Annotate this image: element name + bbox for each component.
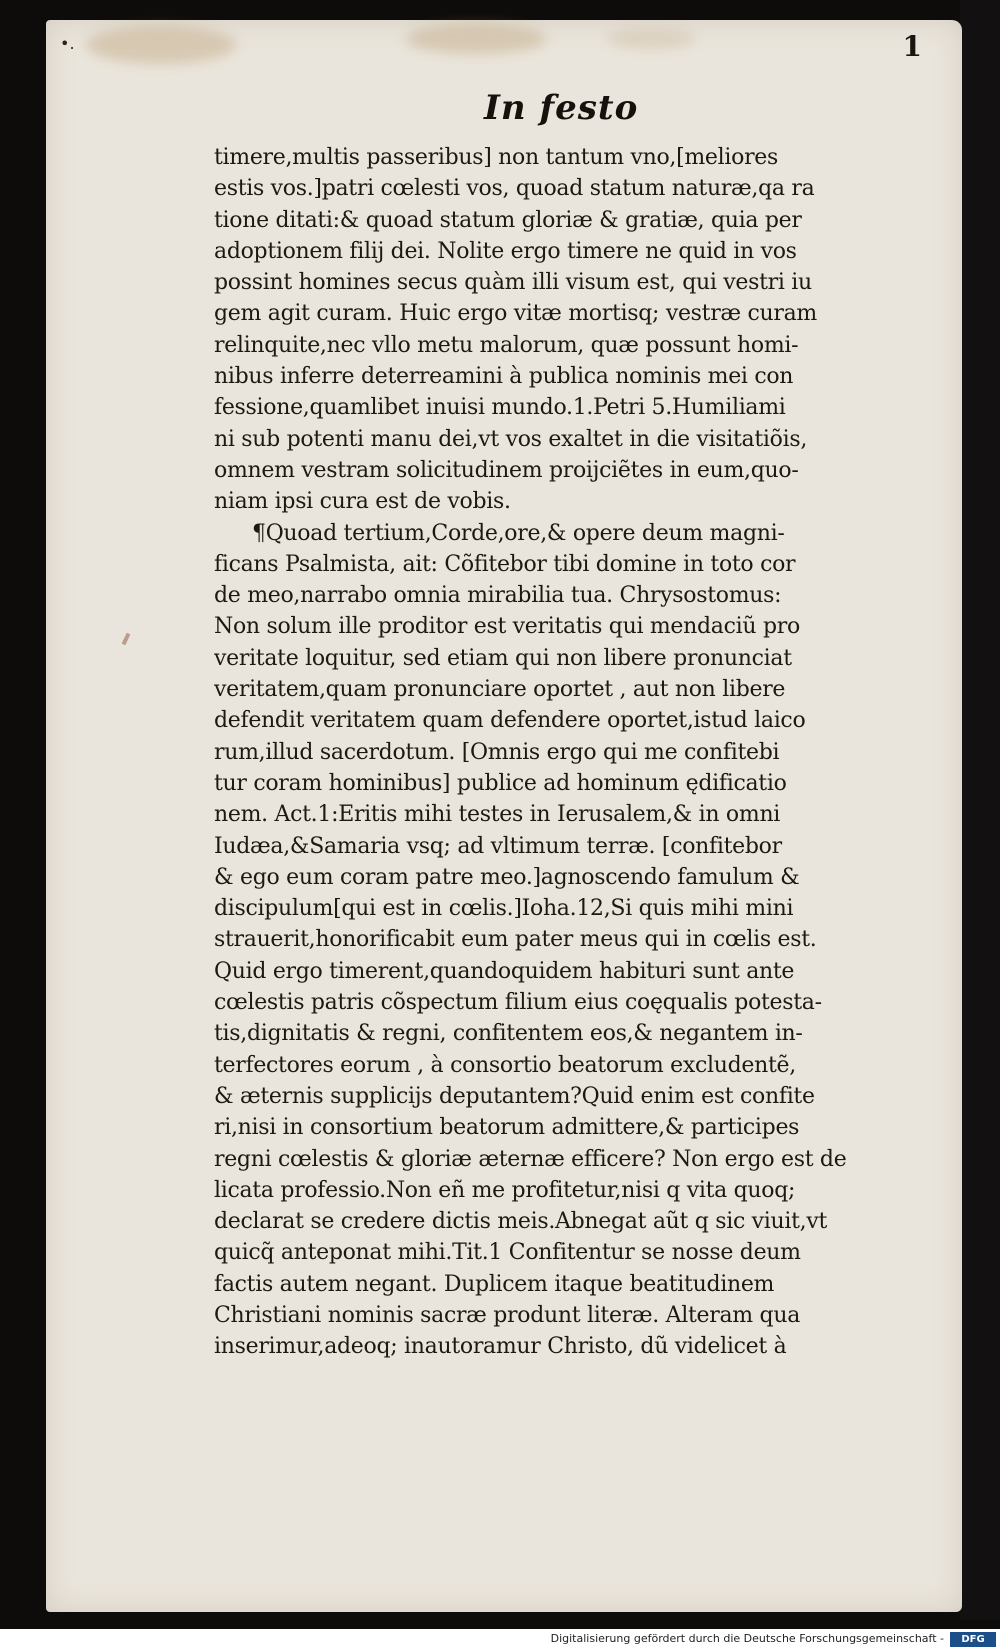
text-line: estis vos.]patri cœlesti vos, quoad statum naturæ,qa ra [214, 176, 815, 202]
text-line: adoptionem filij dei. Nolite ergo timere ne quid in vos [214, 238, 797, 264]
text-line: nibus inferre deterreamini à publica nominis mei con [214, 364, 794, 390]
text-line: & æternis supplicijs deputantem?Quid enim est confite [214, 1083, 815, 1109]
text-line: & ego eum coram patre meo.]agnoscendo famulum & [214, 864, 800, 890]
text-line: inserimur,adeoq; inautoramur Christo, dũ videlicet à [214, 1334, 787, 1360]
text-line: tione ditati:& quoad statum gloriæ & gratiæ, quia per [214, 207, 802, 233]
text-line: cœlestis patris cõspectum filium eius coęqualis potesta- [214, 990, 822, 1016]
text-line: Non solum ille proditor est veritatis qui mendaciũ pro [214, 614, 800, 640]
text-line: veritatem,quam pronunciare oportet , aut non libere [214, 677, 786, 703]
text-line: tis,dignitatis & regni, confitentem eos,& negantem in- [214, 1021, 803, 1047]
corner-mark: •. [60, 34, 75, 53]
text-line: quicq̃ anteponat mihi.Tit.1 Confitentur se nosse deum [214, 1240, 801, 1266]
text-line: factis autem negant. Duplicem itaque beatitudinem [214, 1271, 775, 1297]
text-line: nem. Act.1:Eritis mihi testes in Ierusalem,& in omni [214, 802, 781, 828]
text-line: strauerit,honorificabit eum pater meus qui in cœlis est. [214, 927, 817, 953]
text-line: Christiani nominis sacræ produnt literæ. Alteram qua [214, 1302, 801, 1328]
digitization-credit: Digitalisierung gefördert durch die Deutsche Forschungsgemeinschaft - [550, 1632, 944, 1645]
text-line: ni sub potenti manu dei,vt vos exaltet in die visitatiõis, [214, 426, 808, 452]
text-line: de meo,narrabo omnia mirabilia tua. Chrysostomus: [214, 583, 782, 609]
body-text [214, 142, 890, 1363]
text-line: veritate loquitur, sed etiam qui non libere pronunciat [214, 645, 792, 671]
text-line: Quid ergo timerent,quandoquidem habituri sunt ante [214, 958, 795, 984]
text-line: gem agit curam. Huic ergo vitæ mortisq; vestræ curam [214, 301, 817, 327]
text-line: relinquite,nec vllo metu malorum, quæ possunt homi- [214, 332, 799, 358]
text-line: terfectores eorum , à consortio beatorum excludentẽ, [214, 1052, 796, 1078]
text-line: declarat se credere dictis meis.Abnegat aũt q sic viuit,vt [214, 1209, 828, 1235]
text-line: regni cœlestis & gloriæ æternæ efficere? Non ergo est de [214, 1146, 847, 1172]
text-line: Iudæa,&Samaria vsq; ad vltimum terræ. [confitebor [214, 833, 782, 859]
scan-background [960, 0, 1000, 1620]
text-line: ¶Quoad tertium,Corde,ore,& opere deum magni- [252, 520, 785, 546]
paper-stain [606, 28, 696, 50]
text-line: ficans Psalmista, ait: Cõfitebor tibi domine in toto cor [214, 551, 796, 577]
text-line: defendit veritatem quam defendere oportet,istud laico [214, 708, 806, 734]
paper-stain [406, 24, 546, 54]
text-line: ri,nisi in consortium beatorum admittere,& participes [214, 1115, 800, 1141]
running-head: In festo [484, 88, 639, 128]
text-line: tur coram hominibus] publice ad hominum ędificatio [214, 770, 787, 796]
text-line: fessione,quamlibet inuisi mundo.1.Petri 5.Humiliami [214, 395, 786, 421]
text-line: licata professio.Non eñ me profitetur,nisi q vita quoq; [214, 1177, 796, 1203]
footer-bar [0, 1629, 1000, 1651]
text-line: discipulum[qui est in cœlis.]Ioha.12,Si quis mihi mini [214, 896, 794, 922]
pencil-mark [122, 633, 131, 646]
text-line: niam ipsi cura est de vobis. [214, 489, 511, 515]
dfg-logo: DFG [950, 1632, 996, 1647]
text-line: possint homines secus quàm illi visum est, qui vestri iu [214, 270, 812, 296]
text-line: timere,multis passeribus] non tantum vno,[meliores [214, 145, 778, 170]
paper-stain [86, 26, 236, 64]
folio-number: 1 [902, 30, 922, 63]
text-line: rum,illud sacerdotum. [Omnis ergo qui me confitebi [214, 739, 780, 765]
text-line: omnem vestram solicitudinem proijciẽtes in eum,quo- [214, 457, 799, 483]
